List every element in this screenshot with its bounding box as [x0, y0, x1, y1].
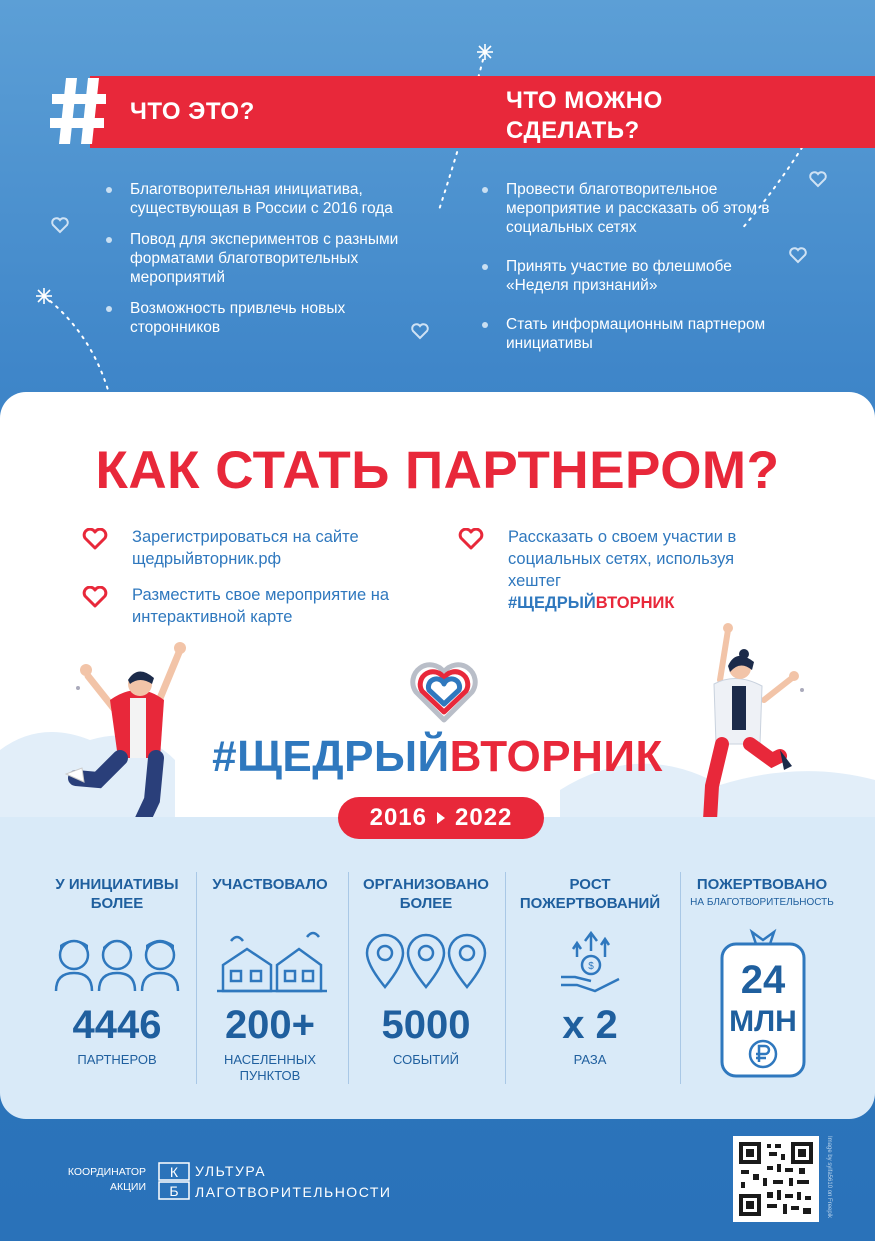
partner-step: Рассказать о своем участии в социальных сетях, используя хештег #ЩЕДРЫЙВТОРНИК: [458, 526, 768, 614]
hashtag-part-b: ВТОРНИК: [595, 594, 675, 612]
heart-outline-icon: [50, 216, 70, 234]
stat-caption: НАСЕЛЕННЫХ ПУНКТОВ: [224, 1052, 316, 1083]
jumping-woman-illustration: [680, 620, 810, 840]
growth-hand-icon: [515, 927, 665, 997]
stat-caption: СОБЫТИЙ: [393, 1052, 459, 1067]
list-item: Повод для экспериментов с разными форматами благотворительных мероприятий: [106, 230, 436, 287]
what-can-title: ЧТО МОЖНО СДЕЛАТЬ?: [506, 87, 663, 144]
brand-hashtag: [0, 732, 875, 782]
divider: [348, 872, 349, 1084]
list-item: Принять участие во флешмобе «Неделя признаний»: [482, 257, 782, 295]
partner-title: КАК СТАТЬ ПАРТНЕРОМ?: [95, 441, 780, 500]
years-badge: [338, 797, 544, 839]
stat-heading: РОСТ ПОЖЕРТВОВАНИЙ: [519, 876, 661, 912]
people-icon: [42, 927, 192, 997]
divider: [505, 872, 506, 1084]
logo-word-charity: ЛАГОТВОРИТЕЛЬНОСТИ: [195, 1184, 392, 1200]
stat-value: 4446: [72, 1003, 162, 1047]
play-arrow-icon: [437, 812, 445, 824]
stat-places: [195, 817, 345, 1119]
donated-heading: ПОЖЕРТВОВАНО: [696, 876, 828, 893]
donated-unit: МЛН: [729, 1005, 797, 1038]
hashtag-part-a: #ЩЕДРЫЙ: [508, 594, 596, 612]
kb-logo-icon: [157, 1161, 193, 1201]
list-item: Стать информационным партнером инициативы: [482, 315, 782, 353]
partner-steps-left: [82, 526, 442, 642]
houses-icon: [195, 927, 345, 997]
divider: [680, 872, 681, 1084]
stat-heading: ОРГАНИЗОВАНО БОЛЕЕ: [363, 876, 489, 912]
donated-value: 24: [740, 958, 786, 1002]
what-is-title: ЧТО ЭТО?: [130, 98, 255, 125]
stat-heading: УЧАСТВОВАЛО: [212, 876, 328, 893]
qr-code[interactable]: [733, 1136, 819, 1222]
logo-word-culture: УЛЬТУРА: [195, 1163, 267, 1179]
stat-heading: У ИНИЦИАТИВЫ БОЛЕЕ: [55, 876, 179, 912]
stat-events: [351, 817, 501, 1119]
stat-partners: [42, 817, 192, 1119]
stat-value: 5000: [381, 1003, 471, 1047]
map-pins-icon: [351, 927, 501, 997]
stat-growth: [515, 817, 665, 1119]
heart-outline-icon: [82, 586, 108, 608]
heart-outline-icon: [458, 528, 484, 550]
what-is-list: [106, 180, 436, 349]
svg-text:$: $: [588, 961, 594, 972]
stat-caption: ПАРТНЕРОВ: [77, 1052, 157, 1067]
brand-heart-logo: [410, 662, 478, 724]
heart-outline-icon: [82, 528, 108, 550]
logo-letter-b: Б: [169, 1183, 179, 1199]
coordinator-label: КООРДИНАТОР АКЦИИ: [67, 1166, 146, 1193]
list-item: Возможность привлечь новых сторонников: [106, 299, 436, 337]
logo-letter-k: К: [169, 1164, 179, 1180]
stat-caption: РАЗА: [573, 1052, 607, 1067]
what-can-list: [482, 180, 782, 373]
stat-value: x 2: [562, 1003, 618, 1047]
brand-part-a: #ЩЕДРЫЙ: [212, 732, 450, 781]
heart-outline-icon: [788, 246, 808, 264]
brand-part-b: ВТОРНИК: [449, 732, 663, 781]
hash-icon: [50, 74, 108, 148]
heart-outline-icon: [808, 170, 828, 188]
partner-step: Зарегистрироваться на сайте щедрыйвторник.рф: [82, 526, 442, 570]
list-item: Благотворительная инициатива, существующая в России с 2016 года: [106, 180, 436, 218]
image-credit: Image by syifa5610 on Freepik: [826, 1136, 832, 1219]
donated-subheading: НА БЛАГОТВОРИТЕЛЬНОСТЬ: [690, 897, 834, 908]
list-item: Провести благотворительное мероприятие и рассказать об этом в социальных сетях: [482, 180, 782, 237]
partner-steps-right: [458, 526, 818, 628]
stat-value: 200+: [224, 1003, 316, 1047]
partner-step: Разместить свое мероприятие на интерактивной карте: [82, 584, 442, 628]
year-end: 2022: [455, 804, 513, 831]
year-start: 2016: [369, 804, 427, 831]
